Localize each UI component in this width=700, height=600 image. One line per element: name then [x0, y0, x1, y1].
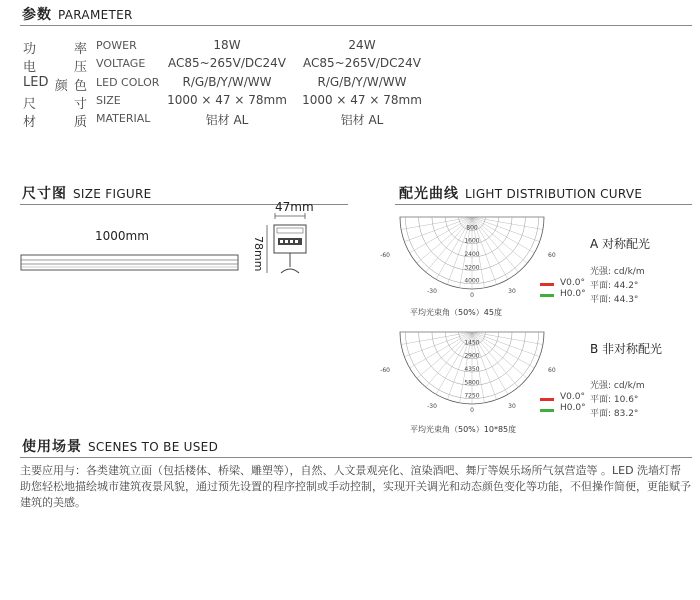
size-figure-title-en: SIZE FIGURE: [73, 187, 152, 201]
usage-paragraph: 主要应用与：各类建筑立面（包括楼体、桥梁、雕塑等），自然、人文景观亮化、渲染酒吧、舞厅等娱乐场所气氛营造等 。LED 洗墙灯帮助您轻松地描绘城市建筑夜景风貌，通过预先设置的程序控制或手动控制，实现开关调光和动态颜色变化等功能，不但操作简便，更能赋予建筑的美感。: [20, 464, 691, 509]
param-row-label-char: 颜: [54, 79, 68, 94]
param-row-1-value-18w: AC85~265V/DC24V: [168, 56, 286, 70]
chart-b-plane-v: 平面: 10.6°: [590, 395, 639, 405]
param-row-4-label-cn: [23, 111, 87, 130]
size-figure-title-cn: 尺寸图: [22, 186, 67, 202]
param-row-0-value-18w: 18W: [213, 38, 241, 52]
param-row-label-char: 尺: [23, 97, 37, 112]
usage-title-cn: 使用场景: [22, 439, 82, 455]
polar-chart-a: [380, 215, 560, 305]
polar-angle-label: 60: [548, 367, 556, 374]
param-row-3-label-cn: [23, 93, 87, 112]
param-row-label-char: 色: [73, 79, 87, 94]
param-row-1-label-en: VOLTAGE: [96, 57, 146, 70]
polar-radial-label: 800: [466, 224, 478, 232]
chart-a-caption: 平均光束角（50%）45度: [410, 308, 502, 317]
parameter-title-en: PARAMETER: [58, 8, 133, 22]
param-row-2-label-cn: [23, 75, 87, 94]
polar-angle-label: -60: [380, 252, 390, 259]
param-row-label-char: 电: [23, 60, 37, 75]
chart-b-legend-h: H0.0°: [560, 403, 586, 413]
param-row-1-value-24w: AC85~265V/DC24V: [303, 56, 421, 70]
param-row-label-char: 率: [73, 42, 87, 57]
chart-b-legend-v: V0.0°: [560, 392, 585, 402]
polar-radial-label: 3200: [464, 264, 480, 272]
chart-b-legend-h-swatch: [540, 409, 554, 412]
param-row-label-char: 压: [73, 60, 87, 75]
polar-radial-label: 1600: [464, 237, 480, 245]
polar-radial-label: 2400: [464, 251, 480, 258]
light-curve-section-title: [399, 183, 642, 203]
chart-a-plane-v: 平面: 44.2°: [590, 281, 639, 291]
polar-radial-label: 2900: [464, 352, 480, 360]
param-row-4-value-24w: 铝材 AL: [340, 113, 384, 127]
chart-a-legend-h-swatch: [540, 294, 554, 297]
param-row-0-label-en: POWER: [96, 39, 137, 52]
param-row-2-label-en: LED COLOR: [96, 76, 160, 89]
param-row-label-char: 寸: [73, 97, 87, 112]
polar-angle-label: 30: [508, 288, 516, 295]
light-curve-title-en: LIGHT DISTRIBUTION CURVE: [465, 187, 643, 201]
polar-angle-label: -30: [427, 403, 437, 410]
param-row-3-value-18w: 1000 × 47 × 78mm: [167, 93, 287, 107]
chart-b-unit: 光强: cd/k/m: [590, 381, 645, 391]
polar-radial-label: 4350: [464, 366, 480, 373]
chart-a-heading: A 对称配光: [590, 237, 651, 251]
chart-a-legend-v-swatch: [540, 283, 554, 286]
param-row-label-char: 质: [73, 115, 87, 130]
param-row-0-value-24w: 24W: [348, 38, 376, 52]
parameter-divider: [20, 25, 692, 26]
usage-title-en: SCENES TO BE USED: [88, 440, 219, 454]
chart-b-caption: 平均光束角（50%）10*85度: [410, 425, 517, 434]
polar-angle-label: 30: [508, 403, 516, 410]
param-row-2-value-18w: R/G/B/Y/W/WW: [182, 75, 272, 89]
param-row-4-label-en: MATERIAL: [96, 112, 151, 125]
param-row-0-label-cn: [23, 38, 87, 57]
chart-b-heading: B 非对称配光: [590, 342, 663, 356]
polar-chart-b: [380, 330, 560, 420]
param-row-3-value-24w: 1000 × 47 × 78mm: [302, 93, 422, 107]
light-curve-title-cn: 配光曲线: [399, 186, 459, 202]
polar-angle-label: -30: [427, 288, 437, 295]
parameter-section-title: [22, 4, 133, 24]
polar-radial-label: 1450: [464, 339, 480, 347]
usage-section-title: [22, 436, 218, 456]
param-row-4-value-18w: 铝材 AL: [205, 113, 249, 127]
chart-b-plane-h: 平面: 83.2°: [590, 409, 639, 419]
chart-b-legend-v-swatch: [540, 398, 554, 401]
polar-radial-label: 7250: [464, 392, 480, 400]
chart-a-unit: 光强: cd/k/m: [590, 267, 645, 277]
param-row-2-value-24w: R/G/B/Y/W/WW: [317, 75, 407, 89]
polar-radial-label: 4000: [464, 277, 480, 285]
param-row-1-label-cn: [23, 56, 87, 75]
chart-a-legend-v: V0.0°: [560, 278, 585, 288]
polar-angle-label: 60: [548, 252, 556, 259]
usage-divider: [20, 457, 692, 458]
polar-angle-label: -60: [380, 367, 390, 374]
param-row-label-char: 功: [23, 42, 37, 57]
height-dimension-label: 78mm: [252, 236, 265, 272]
polar-angle-label: 0: [470, 407, 474, 414]
light-curve-divider: [395, 204, 692, 205]
lamp-side-view: [20, 250, 240, 275]
width-dimension-label: 47mm: [275, 200, 314, 214]
param-row-label-char: 材: [23, 115, 37, 130]
polar-radial-label: 5800: [464, 379, 480, 387]
param-row-3-label-en: SIZE: [96, 94, 121, 107]
polar-angle-label: 0: [470, 292, 474, 299]
param-row-label-char: LED: [23, 75, 49, 90]
length-dimension-label: 1000mm: [95, 229, 149, 243]
chart-a-legend-h: H0.0°: [560, 289, 586, 299]
parameter-title-cn: 参数: [22, 7, 52, 23]
size-figure-section-title: [22, 183, 152, 203]
chart-a-plane-h: 平面: 44.3°: [590, 295, 639, 305]
